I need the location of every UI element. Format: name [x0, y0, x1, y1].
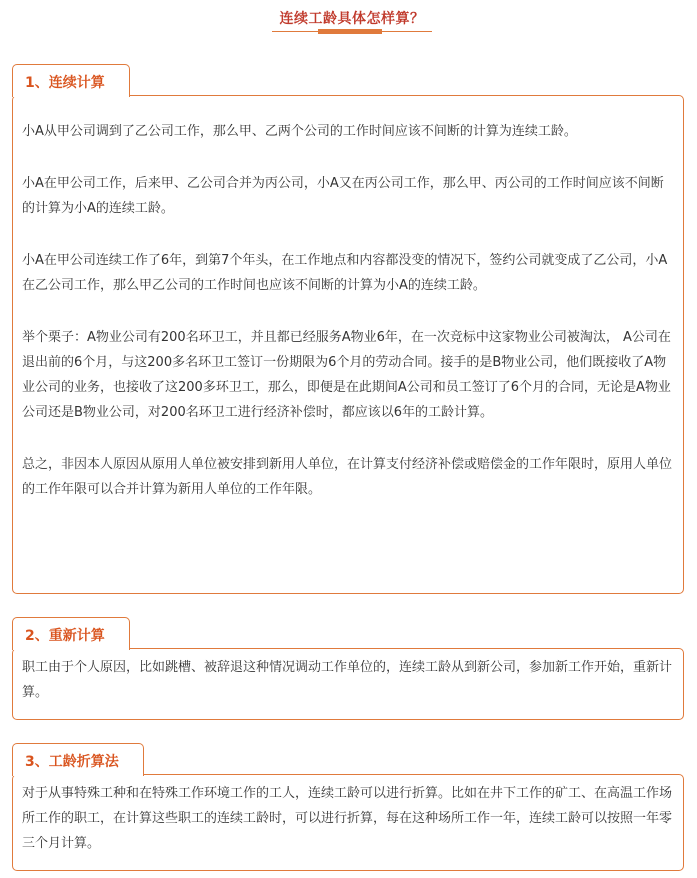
section-recalculation: [12, 617, 684, 720]
page-header: [0, 0, 697, 40]
section-heading-tab: [12, 64, 130, 97]
paragraph: 小A在甲公司连续工作了6年，到第7个年头，在工作地点和内容都没变的情况下，签约公司就变成了乙公司，小A 在乙公司工作，那么甲乙公司的工作时间也应该不间断的计算为小A的连续工龄。: [22, 253, 668, 293]
section-conversion-method: [12, 743, 684, 871]
section-body: [22, 119, 674, 502]
section-heading: 2、重新计算: [25, 628, 105, 644]
page-title: 连续工龄具体怎样算？: [279, 11, 425, 27]
section-continuous-calculation: [12, 64, 684, 594]
paragraph: 对于从事特殊工种和在特殊工作环境工作的工人，连续工龄可以进行折算。比如在井下工作的矿工、在高温工作场所工作的职工，在计算这些职工的连续工龄时，可以进行折算，每在这种场所工作一年，连续工龄可以按照一年零三个月计算。: [22, 786, 673, 851]
paragraph: 举个栗子：A物业公司有200名环卫工，并且都已经服务A物业6年，在一次竞标中这家物业公司被淘汰， A公司在退出前的6个月，与这200多名环卫工签订一份期限为6个月的劳动合同。接手的是B物业公司，他们既接收了A物业公司的业务，也接收了这200多环卫工，那么，即便是在此期间A公司和员工签订了6个月的合同，无论是A物业公司还是B物业公司，对200名环卫工进行经济补偿时，都应该以6年的工龄计算。: [22, 330, 671, 420]
paragraph: 职工由于个人原因，比如跳槽、被辞退这种情况调动工作单位的，连续工龄从到新公司，参加新工作开始，重新计算。: [22, 660, 673, 700]
title-underline-accent: [318, 29, 382, 34]
paragraph: 小A从甲公司调到了乙公司工作，那么甲、乙两个公司的工作时间应该不间断的计算为连续工龄。: [22, 124, 577, 139]
section-heading: 3、工龄折算法: [25, 754, 119, 770]
section-heading-tab: [12, 743, 144, 776]
section-body: [22, 781, 674, 856]
paragraph: 小A在甲公司工作，后来甲、乙公司合并为丙公司，小A又在丙公司工作，那么甲、丙公司的工作时间应该不间断的计算为小A的连续工龄。: [22, 176, 664, 216]
section-body: [22, 655, 674, 705]
section-heading-tab: [12, 617, 130, 650]
section-heading: 1、连续计算: [25, 75, 105, 91]
paragraph: 总之，非因本人原因从原用人单位被安排到新用人单位，在计算支付经济补偿或赔偿金的工作年限时，原用人单位的工作年限可以合并计算为新用人单位的工作年限。: [22, 457, 673, 497]
